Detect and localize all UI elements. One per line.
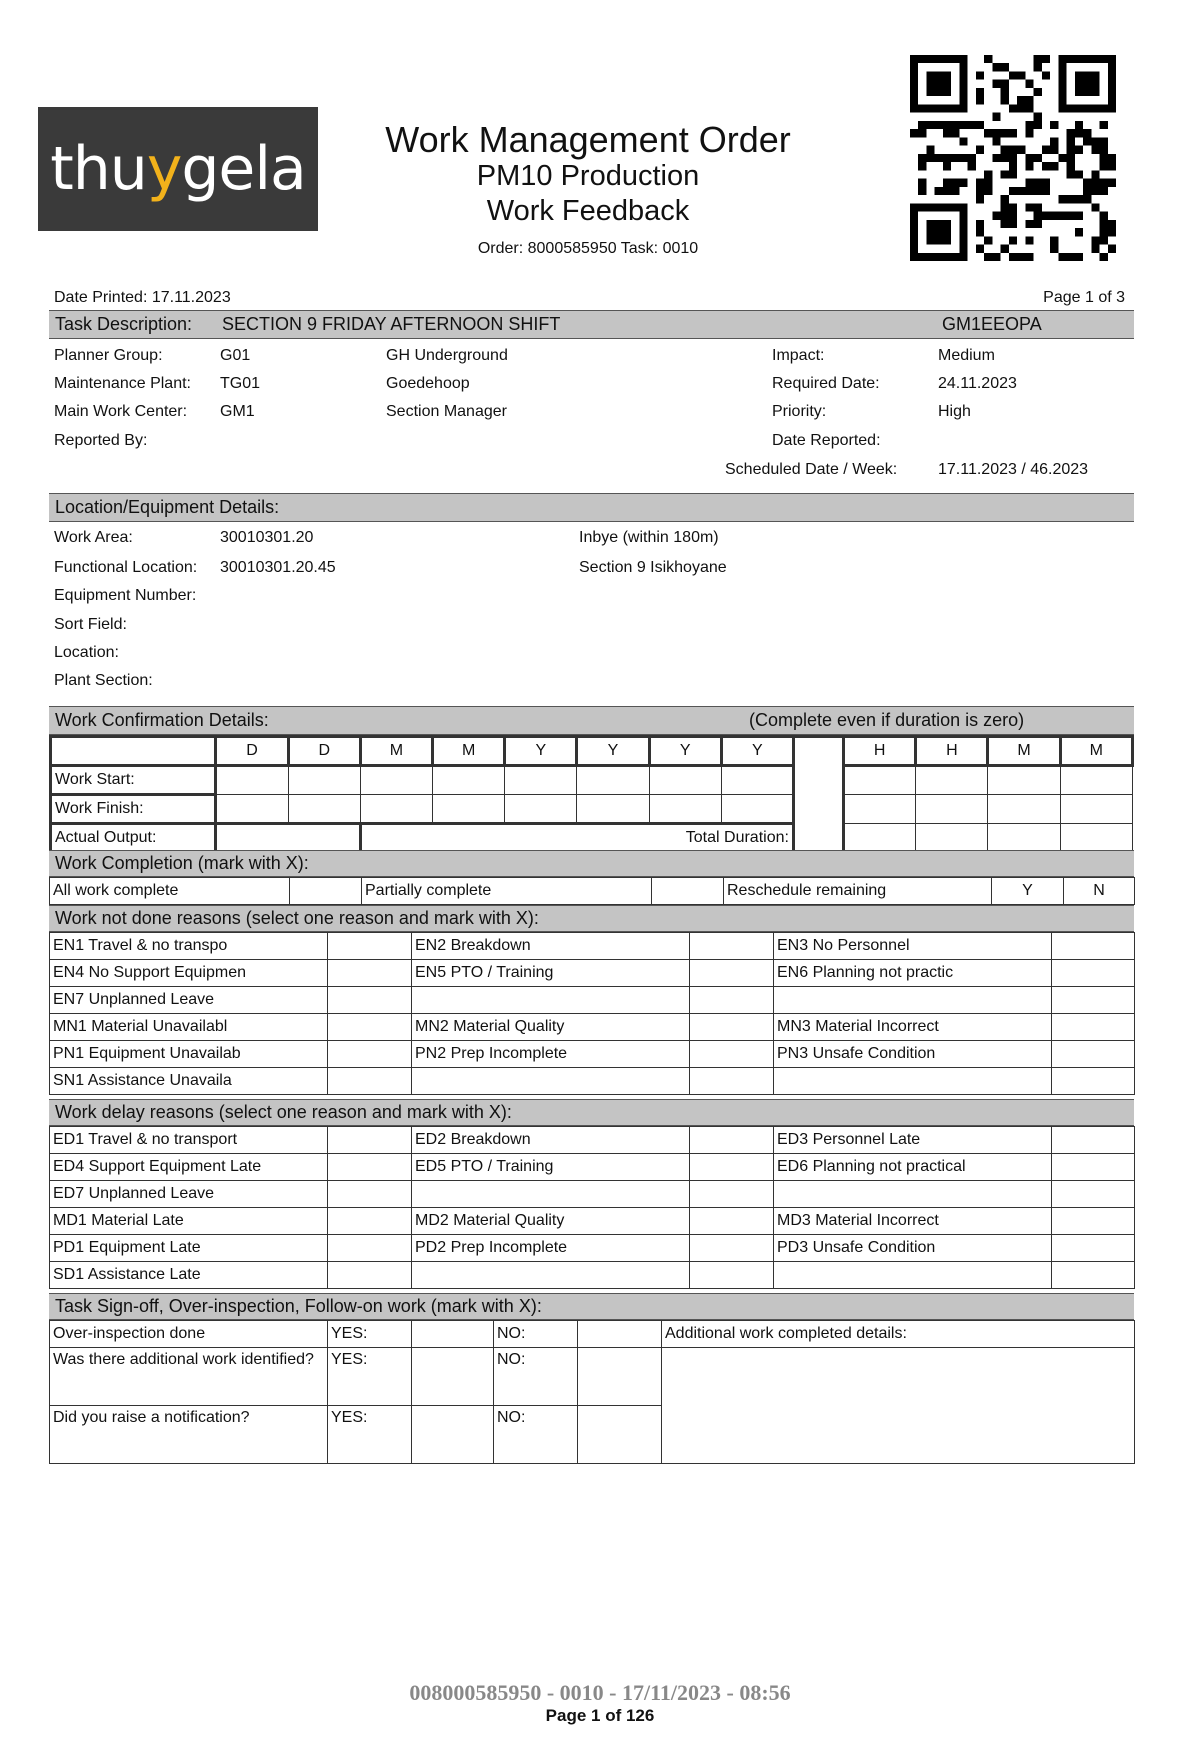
- reason-mark[interactable]: [1052, 1235, 1135, 1262]
- reason-mark[interactable]: [328, 1235, 412, 1262]
- input-cell[interactable]: [649, 766, 721, 795]
- input-cell[interactable]: [844, 766, 916, 795]
- total-duration-label: Total Duration:: [360, 824, 793, 853]
- reason-label: PD1 Equipment Late: [50, 1235, 328, 1262]
- input-cell[interactable]: [360, 795, 432, 824]
- document-subtitle-2: Work Feedback: [486, 195, 690, 227]
- reason-mark[interactable]: [328, 1181, 412, 1208]
- reason-label: EN7 Unplanned Leave: [50, 987, 328, 1014]
- qr-code: [910, 50, 1116, 266]
- notification-label: Did you raise a notification?: [50, 1406, 328, 1464]
- reason-label: EN5 PTO / Training: [412, 960, 690, 987]
- not-done-grid: [49, 932, 1135, 1095]
- reason-mark[interactable]: [1052, 1154, 1135, 1181]
- task-description-bar: [49, 310, 1134, 339]
- date-reported-label: Date Reported:: [772, 432, 881, 449]
- input-cell[interactable]: [649, 795, 721, 824]
- reason-label: SN1 Assistance Unavaila: [50, 1068, 328, 1095]
- reason-row: [50, 1014, 1135, 1041]
- reason-mark[interactable]: [690, 1068, 774, 1095]
- work-area-desc: Inbye (within 180m): [579, 529, 719, 546]
- reason-mark[interactable]: [690, 1181, 774, 1208]
- col-minute: M: [1060, 737, 1132, 766]
- completion-grid: [49, 877, 1135, 905]
- partial-complete-mark[interactable]: [652, 878, 724, 905]
- page-indicator: Page 1 of 3: [1043, 289, 1125, 306]
- document-title: Work Management Order: [385, 119, 791, 160]
- reason-row: [50, 1235, 1135, 1262]
- reason-label: [412, 1262, 690, 1289]
- input-cell[interactable]: [988, 766, 1060, 795]
- work-finish-row: [51, 795, 1133, 824]
- reason-mark[interactable]: [1052, 1181, 1135, 1208]
- reason-mark[interactable]: [1052, 933, 1135, 960]
- reason-mark[interactable]: [328, 1068, 412, 1095]
- reason-mark[interactable]: [690, 1014, 774, 1041]
- maintenance-plant-label: Maintenance Plant:: [54, 375, 191, 392]
- impact-value: Medium: [938, 347, 995, 364]
- input-cell[interactable]: [505, 795, 577, 824]
- reason-mark[interactable]: [1052, 987, 1135, 1014]
- completion-row: [50, 878, 1135, 905]
- confirmation-grid: [49, 735, 1134, 854]
- reschedule-label: Reschedule remaining: [724, 878, 992, 905]
- scheduled-date-label: Scheduled Date / Week:: [725, 461, 898, 478]
- reason-label: MD3 Material Incorrect: [774, 1208, 1052, 1235]
- reason-mark[interactable]: [1052, 1127, 1135, 1154]
- reason-label: MN1 Material Unavailabl: [50, 1014, 328, 1041]
- corner-cell: [51, 737, 216, 766]
- actual-output-label: Actual Output:: [51, 824, 216, 853]
- reason-row: [50, 933, 1135, 960]
- reason-label: MN3 Material Incorrect: [774, 1014, 1052, 1041]
- additional-details-input[interactable]: [662, 1348, 1135, 1464]
- over-inspection-row: [50, 1321, 1135, 1348]
- input-cell[interactable]: [721, 766, 793, 795]
- reason-label: [774, 987, 1052, 1014]
- footer-reference: 008000585950 - 0010 - 17/11/2023 - 08:56: [409, 1680, 791, 1705]
- location-label: Location:: [54, 644, 119, 661]
- order-number: Order: 8000585950 Task: 0010: [477, 240, 699, 257]
- reschedule-yes[interactable]: Y: [992, 878, 1064, 905]
- reason-row: [50, 987, 1135, 1014]
- col-hour: H: [916, 737, 988, 766]
- planner-group-desc: GH Underground: [386, 347, 508, 364]
- input-cell[interactable]: [505, 766, 577, 795]
- reason-mark[interactable]: [328, 1127, 412, 1154]
- all-complete-mark[interactable]: [290, 878, 362, 905]
- confirmation-heading-text: Work Confirmation Details:: [55, 710, 269, 730]
- yes-mark[interactable]: [412, 1348, 494, 1406]
- required-date-value: 24.11.2023: [938, 375, 1017, 392]
- reason-label: MD1 Material Late: [50, 1208, 328, 1235]
- reason-row: [50, 1262, 1135, 1289]
- planner-group-label: Planner Group:: [54, 347, 163, 364]
- additional-work-label: Was there additional work identified?: [50, 1348, 328, 1406]
- reason-label: PN1 Equipment Unavailab: [50, 1041, 328, 1068]
- reason-row: [50, 1041, 1135, 1068]
- work-area-value: 30010301.20: [220, 529, 314, 546]
- impact-label: Impact:: [772, 347, 825, 364]
- over-inspection-label: Over-inspection done: [50, 1321, 328, 1348]
- col-month: M: [360, 737, 432, 766]
- input-cell[interactable]: [216, 766, 288, 795]
- reason-label: [774, 1068, 1052, 1095]
- reason-label: ED4 Support Equipment Late: [50, 1154, 328, 1181]
- reason-label: ED6 Planning not practical: [774, 1154, 1052, 1181]
- completion-heading-text: Work Completion (mark with X):: [55, 853, 309, 873]
- input-cell[interactable]: [1060, 824, 1132, 853]
- plant-section-label: Plant Section:: [54, 672, 153, 689]
- reason-label: PN3 Unsafe Condition: [774, 1041, 1052, 1068]
- signoff-heading-text: Task Sign-off, Over-inspection, Follow-on work (mark with X):: [55, 1296, 542, 1316]
- reason-mark[interactable]: [1052, 1068, 1135, 1095]
- reason-mark[interactable]: [690, 987, 774, 1014]
- yes-label: YES:: [328, 1406, 412, 1464]
- input-cell[interactable]: [1060, 795, 1132, 824]
- no-label: NO:: [494, 1321, 578, 1348]
- reason-mark[interactable]: [690, 1235, 774, 1262]
- yes-label: YES:: [328, 1321, 412, 1348]
- main-work-center-value: GM1: [220, 403, 255, 420]
- confirmation-heading: [49, 706, 1134, 735]
- input-cell[interactable]: [844, 795, 916, 824]
- reason-label: EN3 No Personnel: [774, 933, 1052, 960]
- completion-heading: [49, 850, 1134, 877]
- additional-details-label: Additional work completed details:: [662, 1321, 1135, 1348]
- reason-label: [412, 1181, 690, 1208]
- delay-heading: [49, 1099, 1134, 1126]
- delay-grid: [49, 1126, 1135, 1289]
- input-cell[interactable]: [721, 795, 793, 824]
- reason-label: [774, 1262, 1052, 1289]
- input-cell[interactable]: [916, 824, 988, 853]
- priority-label: Priority:: [772, 403, 827, 420]
- reason-label: PD2 Prep Incomplete: [412, 1235, 690, 1262]
- reason-row: [50, 1208, 1135, 1235]
- reason-row: [50, 1127, 1135, 1154]
- functional-location-desc: Section 9 Isikhoyane: [579, 559, 727, 576]
- maintenance-plant-desc: Goedehoop: [386, 375, 470, 392]
- col-day: D: [216, 737, 288, 766]
- priority-value: High: [938, 403, 971, 420]
- col-day: D: [288, 737, 360, 766]
- scheduled-date-value: 17.11.2023 / 46.2023: [938, 461, 1089, 478]
- footer-page: Page 1 of 126: [545, 1706, 655, 1725]
- not-done-heading: [49, 905, 1134, 932]
- reason-mark[interactable]: [690, 1127, 774, 1154]
- input-cell[interactable]: [577, 795, 649, 824]
- equipment-number-label: Equipment Number:: [54, 587, 197, 604]
- reason-mark[interactable]: [328, 1262, 412, 1289]
- reason-mark[interactable]: [328, 933, 412, 960]
- reason-mark[interactable]: [328, 960, 412, 987]
- reason-mark[interactable]: [1052, 1014, 1135, 1041]
- work-start-label: Work Start:: [51, 766, 216, 795]
- reason-label: ED2 Breakdown: [412, 1127, 690, 1154]
- reason-label: EN6 Planning not practic: [774, 960, 1052, 987]
- reason-mark[interactable]: [328, 1154, 412, 1181]
- input-cell[interactable]: [577, 766, 649, 795]
- input-cell[interactable]: [988, 824, 1060, 853]
- input-cell[interactable]: [288, 795, 360, 824]
- input-cell[interactable]: [360, 766, 432, 795]
- partial-complete-label: Partially complete: [362, 878, 652, 905]
- reason-mark[interactable]: [328, 1208, 412, 1235]
- reported-by-label: Reported By:: [54, 432, 148, 449]
- reason-mark[interactable]: [690, 1154, 774, 1181]
- additional-work-row: [50, 1348, 1135, 1406]
- reason-mark[interactable]: [1052, 1041, 1135, 1068]
- actual-output-input[interactable]: [216, 824, 360, 853]
- confirmation-note: (Complete even if duration is zero): [749, 710, 1025, 730]
- reason-label: MN2 Material Quality: [412, 1014, 690, 1041]
- reason-row: [50, 1154, 1135, 1181]
- task-description-label: Task Description:: [55, 314, 193, 334]
- col-minute: M: [988, 737, 1060, 766]
- col-year: Y: [577, 737, 649, 766]
- input-cell[interactable]: [916, 795, 988, 824]
- no-mark[interactable]: [578, 1348, 662, 1406]
- yes-mark[interactable]: [412, 1406, 494, 1464]
- functional-location-value: 30010301.20.45: [220, 559, 336, 576]
- main-work-center-label: Main Work Center:: [54, 403, 188, 420]
- reason-label: PN2 Prep Incomplete: [412, 1041, 690, 1068]
- document-subtitle: PM10 Production: [476, 160, 700, 192]
- reason-mark[interactable]: [1052, 1208, 1135, 1235]
- col-hour: H: [844, 737, 916, 766]
- work-start-row: [51, 766, 1133, 795]
- input-cell[interactable]: [288, 766, 360, 795]
- functional-location-label: Functional Location:: [54, 559, 198, 576]
- reason-mark[interactable]: [690, 1041, 774, 1068]
- input-cell[interactable]: [1060, 766, 1132, 795]
- reason-label: PD3 Unsafe Condition: [774, 1235, 1052, 1262]
- input-cell[interactable]: [216, 795, 288, 824]
- date-printed: Date Printed: 17.11.2023: [54, 289, 231, 306]
- no-label: NO:: [494, 1406, 578, 1464]
- signoff-heading: [49, 1293, 1134, 1320]
- col-year: Y: [649, 737, 721, 766]
- col-year: Y: [721, 737, 793, 766]
- maintenance-plant-value: TG01: [220, 375, 261, 392]
- reason-mark[interactable]: [690, 933, 774, 960]
- work-finish-label: Work Finish:: [51, 795, 216, 824]
- reason-mark[interactable]: [328, 1041, 412, 1068]
- reason-mark[interactable]: [1052, 1262, 1135, 1289]
- reason-label: ED3 Personnel Late: [774, 1127, 1052, 1154]
- reason-label: [412, 987, 690, 1014]
- sort-field-label: Sort Field:: [54, 616, 127, 633]
- input-cell[interactable]: [433, 795, 505, 824]
- no-label: NO:: [494, 1348, 578, 1406]
- reason-label: [774, 1181, 1052, 1208]
- signoff-grid: [49, 1320, 1135, 1464]
- planner-group-value: G01: [220, 347, 251, 364]
- reason-row: [50, 1068, 1135, 1095]
- reason-mark[interactable]: [1052, 960, 1135, 987]
- task-code: GM1EEOPA: [942, 314, 1042, 334]
- reason-mark[interactable]: [328, 1014, 412, 1041]
- main-work-center-desc: Section Manager: [386, 403, 507, 420]
- not-done-heading-text: Work not done reasons (select one reason and mark with X):: [55, 908, 539, 928]
- input-cell[interactable]: [844, 824, 916, 853]
- location-heading-text: Location/Equipment Details:: [55, 497, 280, 517]
- input-cell[interactable]: [433, 766, 505, 795]
- reason-label: [412, 1068, 690, 1095]
- required-date-label: Required Date:: [772, 375, 880, 392]
- reason-label: ED1 Travel & no transport: [50, 1127, 328, 1154]
- reason-label: EN2 Breakdown: [412, 933, 690, 960]
- work-area-label: Work Area:: [54, 529, 133, 546]
- no-mark[interactable]: [578, 1321, 662, 1348]
- separator-cell: [793, 737, 843, 853]
- reason-label: EN1 Travel & no transpo: [50, 933, 328, 960]
- company-logo: thuygela: [38, 107, 318, 231]
- no-mark[interactable]: [578, 1406, 662, 1464]
- confirmation-header-row: [51, 737, 1133, 766]
- reason-label: EN4 No Support Equipmen: [50, 960, 328, 987]
- reason-mark[interactable]: [328, 987, 412, 1014]
- input-cell[interactable]: [916, 766, 988, 795]
- task-description-value: SECTION 9 FRIDAY AFTERNOON SHIFT: [222, 314, 561, 334]
- actual-output-row: [51, 824, 1133, 853]
- reason-label: MD2 Material Quality: [412, 1208, 690, 1235]
- reason-mark[interactable]: [690, 1208, 774, 1235]
- reason-row: [50, 1181, 1135, 1208]
- all-complete-label: All work complete: [50, 878, 290, 905]
- reason-mark[interactable]: [690, 1262, 774, 1289]
- yes-mark[interactable]: [412, 1321, 494, 1348]
- col-month: M: [433, 737, 505, 766]
- reason-label: ED7 Unplanned Leave: [50, 1181, 328, 1208]
- reason-mark[interactable]: [690, 960, 774, 987]
- reason-row: [50, 960, 1135, 987]
- reschedule-no[interactable]: N: [1064, 878, 1135, 905]
- yes-label: YES:: [328, 1348, 412, 1406]
- col-year: Y: [505, 737, 577, 766]
- reason-label: ED5 PTO / Training: [412, 1154, 690, 1181]
- delay-heading-text: Work delay reasons (select one reason and mark with X):: [55, 1102, 512, 1122]
- input-cell[interactable]: [988, 795, 1060, 824]
- reason-label: SD1 Assistance Late: [50, 1262, 328, 1289]
- location-heading: [49, 493, 1134, 522]
